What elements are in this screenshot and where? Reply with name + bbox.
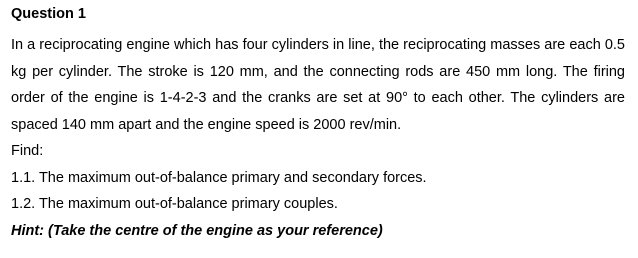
question-title: Question 1: [11, 6, 86, 22]
question-item-1-2: 1.2. The maximum out-of-balance primary couples.: [11, 196, 338, 212]
question-document: [11, 5, 625, 244]
hint-text: Hint: (Take the centre of the engine as your reference): [11, 222, 383, 239]
question-body: In a reciprocating engine which has four cylinders in line, the reciprocating masses are each 0.5 kg per cylinder. The stroke is 120 mm, and the connecting rods are 450 mm long. The firing order of the engine is 1-4-2-3 and the cranks are set at 90° to each other. The cylinders are spaced 140 mm apart and the engine speed is 2000 rev/min.: [11, 37, 625, 133]
find-label: Find:: [11, 143, 44, 159]
question-item-1-1: 1.1. The maximum out-of-balance primary and secondary forces.: [11, 169, 427, 186]
